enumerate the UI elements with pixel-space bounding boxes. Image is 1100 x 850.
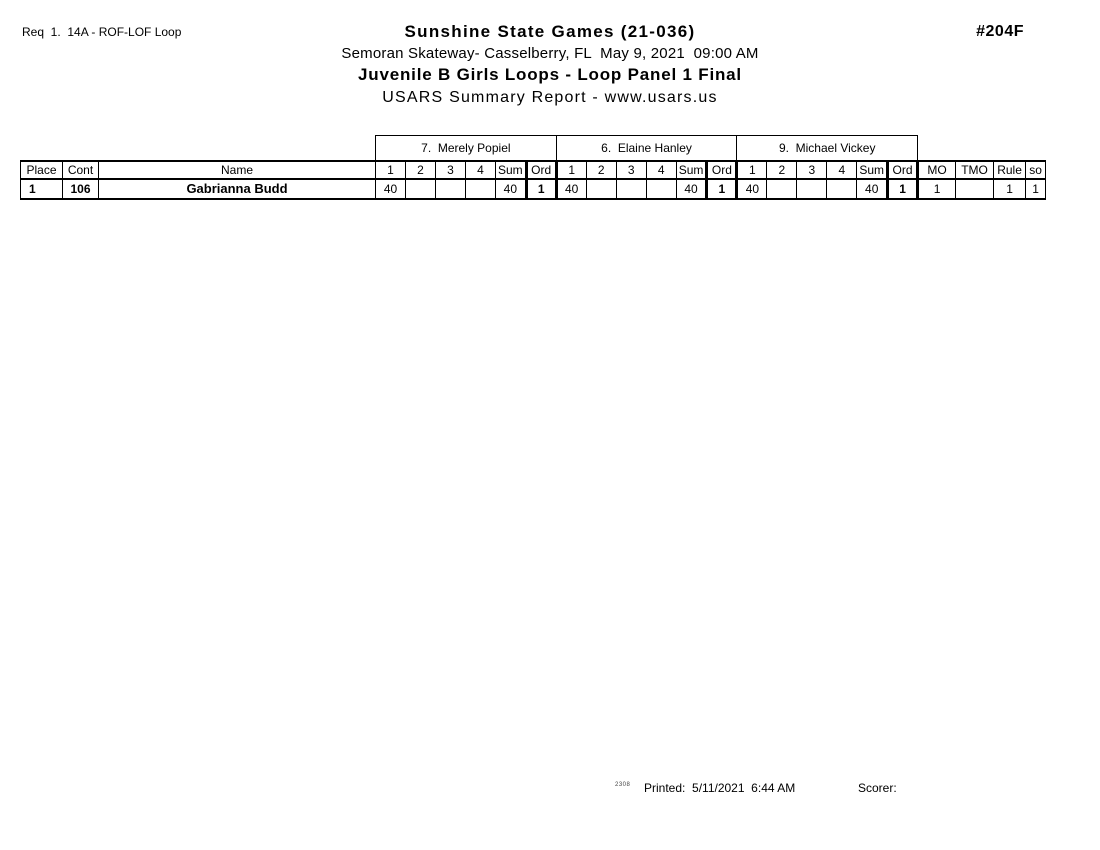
judge-2-header-trial-2: 2 <box>586 161 616 179</box>
judge-1-header-trial-1: 1 <box>376 161 406 179</box>
judge-3-header-trial-2: 2 <box>767 161 797 179</box>
judge-3-trial-2-score <box>767 179 797 199</box>
judge-names-row <box>21 136 1046 161</box>
judge-1-trial-3-score <box>436 179 466 199</box>
judge-2-trial-1-score: 40 <box>556 179 586 199</box>
report-number: #204F <box>976 23 1024 40</box>
header-cell-so: so <box>1026 161 1046 179</box>
judge-3-name: 9. Michael Vickey <box>737 136 918 161</box>
judge-1-name: 7. Merely Popiel <box>376 136 557 161</box>
judge-1-trial-4-score <box>466 179 496 199</box>
judge-3-ordinal-cell: 1 <box>888 179 918 199</box>
judge-3-trial-1-score: 40 <box>737 179 767 199</box>
skater-name-cell: Gabrianna Budd <box>99 179 376 199</box>
place-cell: 1 <box>21 179 63 199</box>
majority-ordinal-cell: 1 <box>918 179 956 199</box>
judge-1-trial-1-score: 40 <box>376 179 406 199</box>
judge-3-header-sum: Sum <box>857 161 888 179</box>
header-cell-name: Name <box>99 161 376 179</box>
judge-1-header-sum: Sum <box>496 161 527 179</box>
judge-1-trial-2-score <box>406 179 436 199</box>
header-cell-rule: Rule <box>994 161 1026 179</box>
contestant-number-cell: 106 <box>63 179 99 199</box>
version-stamp: 2308 <box>615 782 631 788</box>
results-table <box>20 135 1046 200</box>
judge-2-header-ord: Ord <box>707 161 737 179</box>
rule-cell: 1 <box>994 179 1026 199</box>
judge-1-ordinal-cell: 1 <box>526 179 556 199</box>
judge-row-right-spacer <box>918 136 1046 161</box>
skater-result-row <box>21 179 1046 199</box>
judge-2-sum-cell: 40 <box>676 179 707 199</box>
judge-3-header-ord: Ord <box>888 161 918 179</box>
header-cell-tmo: TMO <box>956 161 994 179</box>
header-cell-cont: Cont <box>63 161 99 179</box>
judge-2-trial-4-score <box>646 179 676 199</box>
requirement-label: Req 1. 14A - ROF-LOF Loop <box>22 25 182 39</box>
judge-3-trial-4-score <box>827 179 857 199</box>
header-cell-mo: MO <box>918 161 956 179</box>
total-majority-ordinal-cell <box>956 179 994 199</box>
judge-1-header-trial-2: 2 <box>406 161 436 179</box>
judge-row-left-spacer <box>21 136 376 161</box>
event-title: Juvenile B Girls Loops - Loop Panel 1 Final <box>358 65 742 84</box>
judge-2-header-trial-3: 3 <box>616 161 646 179</box>
competition-title: Sunshine State Games (21-036) <box>404 22 696 41</box>
printed-timestamp: Printed: 5/11/2021 6:44 AM <box>644 781 796 795</box>
header-cell-place: Place <box>21 161 63 179</box>
judge-2-header-trial-4: 4 <box>646 161 676 179</box>
venue-date-line: Semoran Skateway- Casselberry, FL May 9, 2021 09:00 AM <box>341 45 759 62</box>
judge-2-header-sum: Sum <box>676 161 707 179</box>
report-type-line: USARS Summary Report - www.usars.us <box>382 89 718 106</box>
judge-2-name: 6. Elaine Hanley <box>556 136 737 161</box>
judge-2-header-trial-1: 1 <box>556 161 586 179</box>
so-cell: 1 <box>1026 179 1046 199</box>
judge-1-header-ord: Ord <box>526 161 556 179</box>
judge-2-trial-3-score <box>616 179 646 199</box>
judge-3-trial-3-score <box>797 179 827 199</box>
scorer-label: Scorer: <box>858 781 897 795</box>
judge-3-header-trial-1: 1 <box>737 161 767 179</box>
judge-1-header-trial-4: 4 <box>466 161 496 179</box>
judge-1-sum-cell: 40 <box>496 179 527 199</box>
report-header <box>0 22 1100 107</box>
judge-2-trial-2-score <box>586 179 616 199</box>
judge-3-header-trial-3: 3 <box>797 161 827 179</box>
judge-2-ordinal-cell: 1 <box>707 179 737 199</box>
column-header-row <box>21 161 1046 179</box>
judge-3-header-trial-4: 4 <box>827 161 857 179</box>
judge-3-sum-cell: 40 <box>857 179 888 199</box>
judge-1-header-trial-3: 3 <box>436 161 466 179</box>
